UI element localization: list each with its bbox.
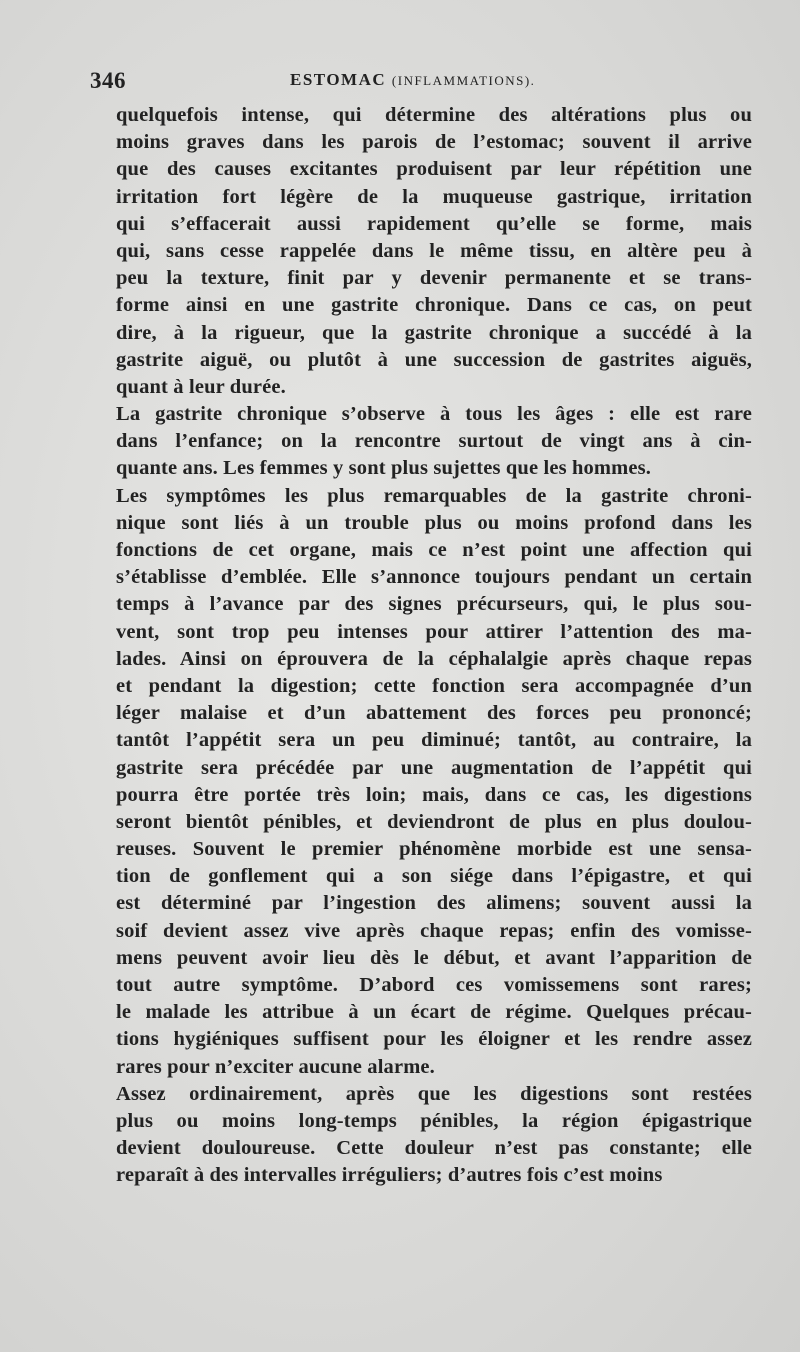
text-line: La gastrite chronique s’observe à tous les âges : elle est rare (116, 403, 752, 426)
text-line: rares pour n’exciter aucune alarme. (116, 1055, 435, 1078)
text-line: pourra être portée très loin; mais, dans ce cas, les digestions (116, 783, 752, 806)
text-line: Les symptômes les plus remarquables de la gastrite chroni- (116, 484, 752, 507)
paragraph (116, 102, 752, 401)
text-line: et pendant la digestion; cette fonction sera accompagnée d’un (116, 674, 752, 697)
page-number: 346 (90, 68, 126, 93)
paragraph (116, 401, 752, 483)
text-line: léger malaise et d’un abattement des forces peu prononcé; (116, 702, 752, 725)
text-line: que des causes excitantes produisent par leur répétition une (116, 158, 752, 181)
text-line: reparaît à des intervalles irréguliers; d’autres fois c’est moins (116, 1164, 663, 1187)
text-line: seront bientôt pénibles, et deviendront de plus en plus doulou- (116, 810, 752, 833)
running-head (290, 70, 535, 90)
text-line: est déterminé par l’ingestion des alimens; souvent aussi la (116, 892, 752, 915)
text-line: dans l’enfance; on la rencontre surtout de vingt ans à cin- (116, 430, 752, 453)
text-line: lades. Ainsi on éprouvera de la céphalalgie après chaque repas (116, 647, 752, 670)
running-head-sub: (INFLAMMATIONS). (391, 73, 536, 88)
paragraph (116, 483, 752, 1081)
text-line: quante ans. Les femmes y sont plus sujettes que les hommes. (116, 457, 652, 480)
text-line: qui, sans cesse rappelée dans le même tissu, en altère peu à (116, 239, 752, 262)
text-line: tions hygiéniques suffisent pour les éloigner et les rendre assez (116, 1028, 752, 1051)
text-line: soif devient assez vive après chaque repas; enfin des vomisse- (116, 919, 752, 942)
paragraph (116, 1081, 752, 1190)
running-head-main: ESTOMAC (290, 70, 387, 89)
text-line: peu la texture, finit par y devenir permanente et se trans- (116, 267, 752, 290)
text-line: irritation fort légère de la muqueuse gastrique, irritation (116, 185, 752, 208)
text-line: forme ainsi en une gastrite chronique. Dans ce cas, on peut (116, 294, 752, 317)
text-line: gastrite sera précédée par une augmentation de l’appétit qui (116, 756, 752, 779)
text-line: quelquefois intense, qui détermine des altérations plus ou (116, 104, 752, 126)
text-line: temps à l’avance par des signes précurseurs, qui, le plus sou- (116, 593, 752, 616)
text-line: devient douloureuse. Cette douleur n’est pas constante; elle (116, 1137, 752, 1160)
text-line: tantôt l’appétit sera un peu diminué; tantôt, au contraire, la (116, 729, 752, 752)
text-line: moins graves dans les parois de l’estomac; souvent il arrive (116, 131, 752, 154)
text-line: plus ou moins long-temps pénibles, la région épigastrique (116, 1109, 752, 1132)
text-line: quant à leur durée. (116, 375, 286, 398)
text-line: Assez ordinairement, après que les digestions sont restées (116, 1082, 752, 1105)
text-line: reuses. Souvent le premier phénomène morbide est une sensa- (116, 838, 752, 861)
text-line: mens peuvent avoir lieu dès le début, et avant l’apparition de (116, 946, 752, 969)
text-line: gastrite aiguë, ou plutôt à une succession de gastrites aiguës, (116, 348, 752, 371)
text-line: le malade les attribue à un écart de régime. Quelques précau- (116, 1001, 752, 1024)
text-line: s’établisse d’emblée. Elle s’annonce toujours pendant un certain (116, 566, 752, 589)
text-line: tout autre symptôme. D’abord ces vomissemens sont rares; (116, 974, 752, 996)
text-line: tion de gonflement qui a son siége dans l’épigastre, et qui (116, 865, 752, 888)
body-text (116, 102, 752, 1190)
text-line: qui s’effacerait aussi rapidement qu’elle se forme, mais (116, 212, 752, 235)
page-header (90, 66, 752, 102)
text-line: nique sont liés à un trouble plus ou moins profond dans les (116, 511, 752, 534)
text-line: vent, sont trop peu intenses pour attirer l’attention des ma- (116, 620, 752, 643)
text-line: fonctions de cet organe, mais ce n’est point une affection qui (116, 539, 752, 561)
book-page (90, 66, 752, 1190)
text-line: dire, à la rigueur, que la gastrite chronique a succédé à la (116, 321, 752, 344)
